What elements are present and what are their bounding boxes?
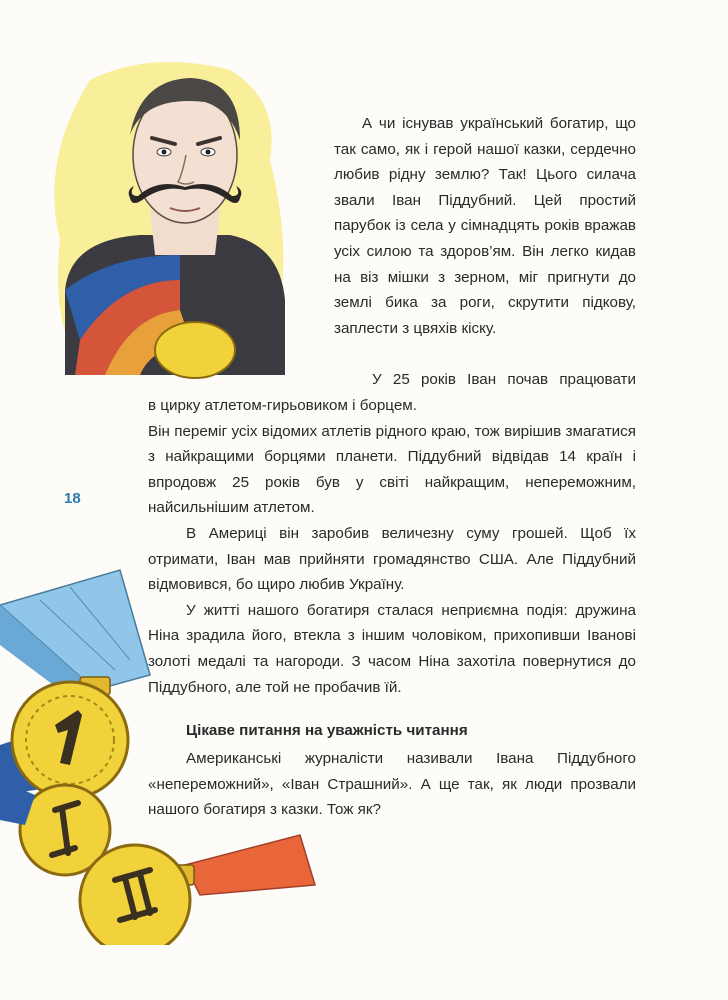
page-number: 18 <box>64 490 81 507</box>
intro-paragraph: А чи існував український богатир, що так само, як і герой нашої казки, сердечно любив рідну землю? Так! Цього силача звали Іван Піддубний. Цей простий парубок із села у сімнадцять років вражав усіх силою та здоров’ям. Він легко кидав на віз мішки з зерном, міг пригнути до землі бика за роги, скрутити підкову, заплести з цвяхів кіску. <box>334 115 636 337</box>
strongman-portrait-illustration <box>30 40 330 380</box>
question-text: Американські журналісти називали Івана Піддубного «непереможний», «Іван Страшний». А ще так, як люди прозвали нашого богатиря з казки. Тож як? <box>148 750 636 819</box>
paragraph-2-rest: Він переміг усіх відомих атлетів рідного краю, тож вирішив змагатися з найкращими борцями планети. Піддубний відвідав 14 країн і впродовж 25 років був у світі найкращим, непереможним, найсильнішим атлетом. <box>148 422 636 517</box>
paragraph-3: В Америці він заробив величезну суму грошей. Щоб їх отримати, Іван мав прийняти громадянство США. Але Піддубний відмовився, бо щиро любив Україну. <box>148 524 636 594</box>
paragraph-2-second-line: в цирку атлетом-гирьовиком і борцем. <box>148 397 417 414</box>
paragraph-2-first-line: У 25 років Іван почав працювати <box>372 371 636 388</box>
paragraph-4: У житті нашого богатиря сталася неприємна подія: дружина Ніна зрадила його, втекла з іншим чоловіком, прихопивши Іванові золоті медалі та нагороди. З часом Ніна захотіла повернутися до Піддубного, але той не пробачив їй. <box>148 601 636 696</box>
medals-illustration <box>0 565 330 945</box>
question-heading: Цікаве питання на уважність читання <box>186 722 468 739</box>
